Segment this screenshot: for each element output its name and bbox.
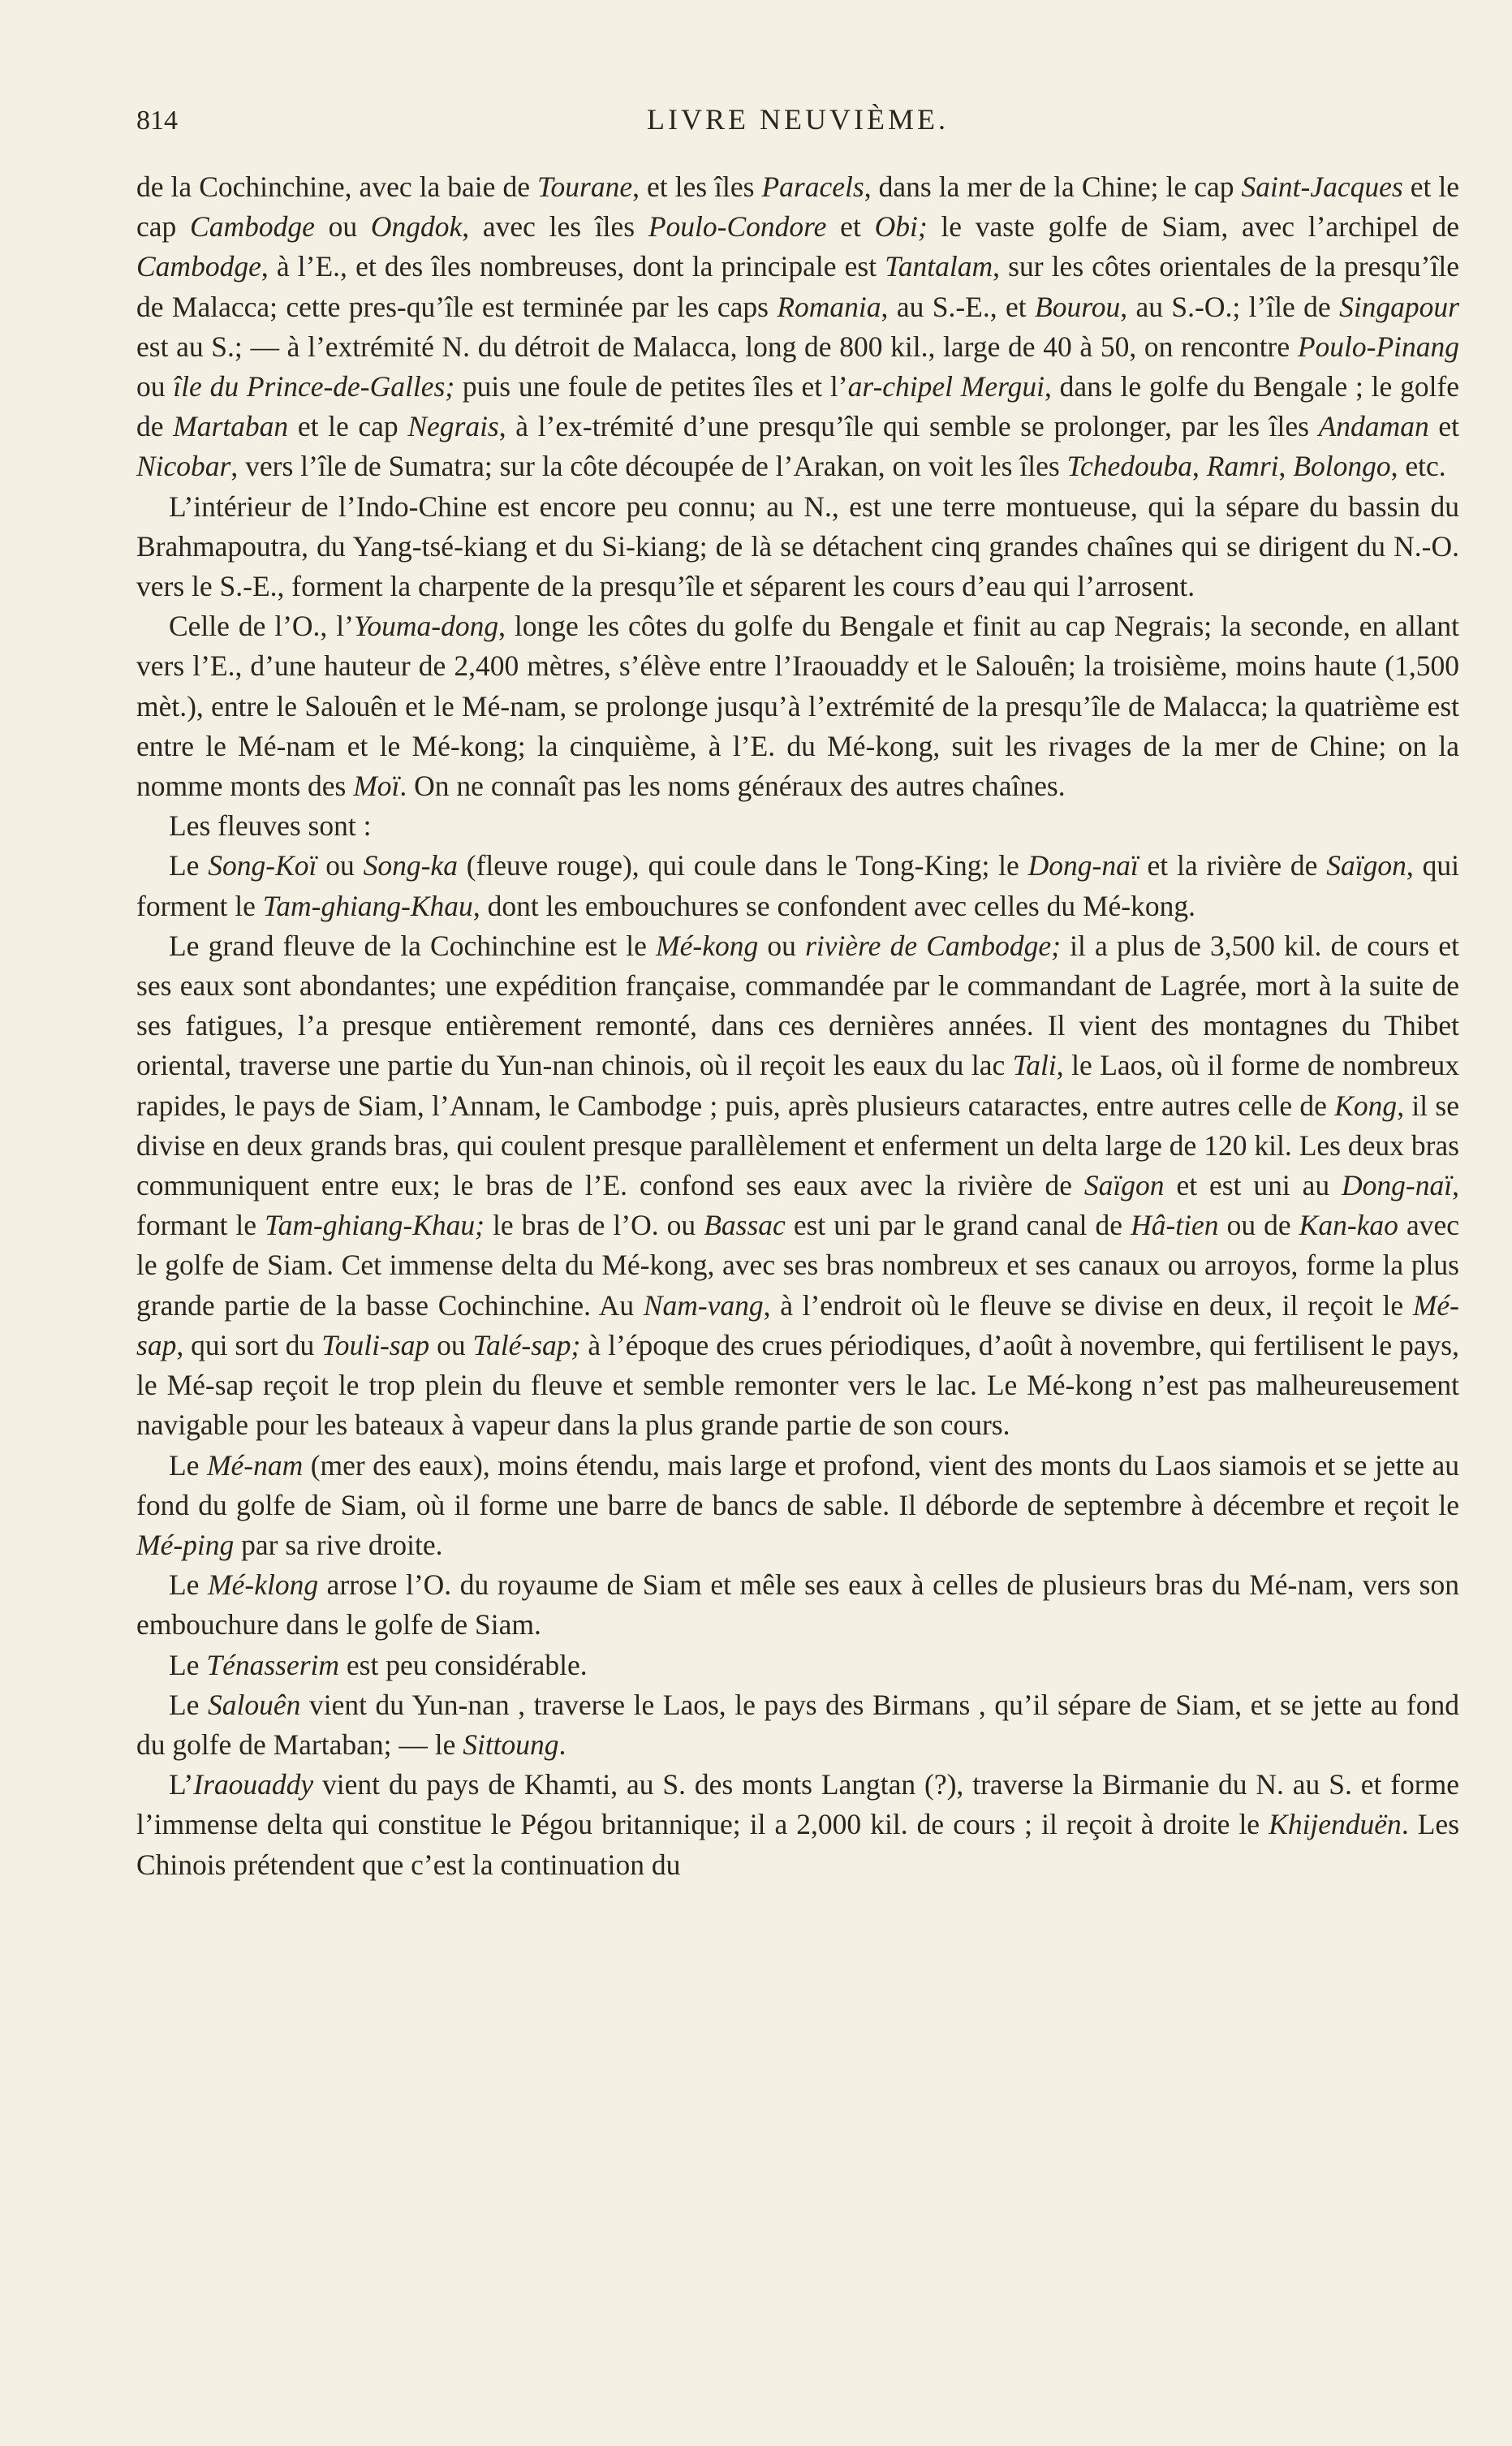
italic-term: Singapour	[1339, 290, 1459, 323]
text-run: ou	[758, 929, 806, 962]
text-run: de la Cochinchine, avec la baie de	[136, 170, 538, 203]
italic-term: Tchedouba	[1066, 450, 1193, 483]
text-run: L’	[169, 1768, 194, 1801]
text-run: , sur les côtes orientales de la presqu’île de Malacca; cette pres-qu’île est terminée par les caps	[136, 250, 1459, 323]
text-run: ou	[317, 849, 364, 882]
italic-term: Martaban	[173, 410, 289, 443]
text-run: , à l’E., et des îles nombreuses, dont la principale est	[261, 250, 885, 283]
paragraph	[136, 846, 1459, 925]
italic-term: Ténasserim	[206, 1648, 340, 1681]
italic-term: Mé-nam	[206, 1448, 304, 1482]
text-run: , dans le golfe du Bengale ; le golfe de	[136, 370, 1460, 443]
paragraph	[136, 1646, 1459, 1685]
italic-term: Nam-vang	[643, 1288, 764, 1322]
text-run: et	[1428, 410, 1459, 443]
italic-term: Andaman	[1318, 410, 1429, 443]
paragraph	[136, 487, 1459, 607]
italic-term: Song-Koï	[208, 849, 317, 882]
text-run: ,	[1278, 450, 1294, 483]
italic-term: Kan-kao	[1299, 1209, 1398, 1242]
italic-term: ar-chipel Mergui	[847, 370, 1045, 403]
italic-term: Saint-Jacques	[1241, 170, 1403, 203]
italic-term: Song-ka	[363, 849, 458, 882]
italic-term: Bassac	[704, 1209, 786, 1242]
text-run: , à l’ex-trémité d’une presqu’île qui semble se prolonger, par les îles	[498, 410, 1319, 443]
text-run: , au S.-O.; l’île de	[1120, 290, 1340, 323]
text-run: , qui sort du	[176, 1328, 322, 1361]
italic-term: Mé-ping	[136, 1528, 235, 1561]
italic-term: Moï	[353, 770, 400, 803]
italic-term: Salouên	[208, 1688, 301, 1721]
italic-term: Paracels	[761, 170, 864, 203]
text-run: , au S.-E., et	[881, 290, 1036, 323]
italic-term: Cambodge	[190, 210, 315, 244]
text-run: Le	[169, 849, 209, 882]
text-run: le vaste golfe de Siam, avec l’archipel de	[927, 210, 1460, 244]
text-run: (fleuve rouge), qui coule dans le Tong-King; le	[457, 849, 1028, 882]
text-run: Les fleuves sont :	[169, 809, 372, 843]
italic-term: Mé-klong	[208, 1568, 319, 1602]
text-run: le bras de l’O. ou	[484, 1209, 704, 1242]
italic-term: Nicobar	[136, 450, 231, 483]
text-run: Le grand fleuve de la Cochinchine est le	[169, 929, 657, 962]
text-run: , il se divise en deux grands bras, qui coulent presque parallèlement et enferment un delta large de 120 kil. Les deux bras communiquent entre eux; le bras de l’E. confond ses eaux avec la rivière de	[136, 1089, 1459, 1202]
paragraph	[136, 806, 1459, 846]
italic-term: Ongdok	[370, 210, 463, 244]
text-run: Le	[169, 1568, 209, 1602]
text-run: , le Laos, où il forme de nombreux rapides, le pays de Siam, l’Annam, le Cambodge ; puis, après plusieurs cataractes, entre autres celle de	[136, 1049, 1459, 1122]
italic-term: Youma-dong	[353, 610, 499, 643]
text-run: , et les îles	[632, 170, 762, 203]
text-run: , formant le	[136, 1169, 1459, 1242]
italic-term: Bolongo	[1293, 450, 1391, 483]
italic-term: rivière de Cambodge;	[805, 929, 1061, 962]
text-run: Le	[169, 1448, 207, 1482]
text-run: et	[826, 210, 875, 244]
running-title: LIVRE NEUVIÈME.	[647, 103, 949, 136]
text-run: et la rivière de	[1138, 849, 1327, 882]
paragraph	[136, 1765, 1459, 1885]
text-run: est peu considérable.	[339, 1648, 588, 1681]
italic-term: Poulo-Pinang	[1297, 330, 1459, 363]
text-run: Le	[169, 1648, 207, 1681]
paragraph	[136, 1446, 1459, 1566]
italic-term: Touli-sap	[321, 1328, 430, 1361]
text-run: , dont les embouchures se confondent avec celles du Mé-kong.	[472, 889, 1195, 922]
text-run: à l’époque des crues périodiques, d’août à novembre, qui fertilisent le pays, le Mé-sap reçoit le trop plein du fleuve et semble remonter vers le lac. Le Mé-kong n’est pas malheureusement navigable pour les bateaux à vapeur dans la plus grande partie de son cours.	[136, 1328, 1459, 1442]
paragraph	[136, 606, 1459, 806]
italic-term: Iraouaddy	[193, 1768, 314, 1801]
italic-term: Saïgon	[1326, 849, 1406, 882]
italic-term: Mé-kong	[656, 929, 759, 962]
text-run: Celle de l’O., l’	[169, 610, 354, 643]
text-run: , avec les îles	[462, 210, 648, 244]
paragraph	[136, 167, 1459, 487]
body-text	[136, 167, 1459, 1885]
text-run: et le cap	[288, 410, 408, 443]
italic-term: Sittoung	[463, 1728, 559, 1761]
text-run: . On ne connaît pas les noms généraux des autres chaînes.	[399, 770, 1066, 803]
text-run: (mer des eaux), moins étendu, mais large et profond, vient des monts du Laos siamois et se jette au fond du golfe de Siam, où il forme une barre de bancs de sable. Il déborde de septembre à décembre et reçoit le	[136, 1448, 1459, 1521]
text-run: et est uni au	[1164, 1169, 1342, 1202]
text-run: puis une foule de petites îles et l’	[454, 370, 848, 403]
italic-term: Hâ-tien	[1131, 1209, 1219, 1242]
text-run: vient du Yun-nan , traverse le Laos, le pays des Birmans , qu’il sépare de Siam, et se jette au fond du golfe de Martaban; — le	[136, 1688, 1459, 1761]
text-run: ou de	[1218, 1209, 1299, 1242]
italic-term: Negrais	[407, 410, 499, 443]
text-run: arrose l’O. du royaume de Siam et mêle ses eaux à celles de plusieurs bras du Mé-nam, vers son embouchure dans le golfe de Siam.	[136, 1568, 1459, 1641]
italic-term: Dong-naï	[1342, 1169, 1453, 1202]
italic-term: Tali	[1012, 1049, 1057, 1082]
text-run: , vers l’île de Sumatra; sur la côte découpée de l’Arakan, on voit les îles	[230, 450, 1067, 483]
italic-term: Cambodge	[136, 250, 261, 283]
page-header	[136, 96, 1459, 145]
italic-term: Ramri	[1206, 450, 1279, 483]
text-run: il a plus de 3,500 kil. de cours et ses eaux sont abondantes; une expédition française, commandée par le commandant de Lagrée, mort à la suite de ses fatigues, l’a presque entièrement remonté, dans ces dernières années. Il vient des montagnes du Thibet oriental, traverse une partie du Yun-nan chinois, où il reçoit les eaux du lac	[136, 929, 1459, 1082]
paragraph	[136, 1565, 1459, 1645]
text-run: et le cap	[136, 170, 1459, 244]
italic-term: Dong-naï	[1027, 849, 1139, 882]
italic-term: Tantalam	[885, 250, 993, 283]
italic-term: Kong	[1334, 1089, 1398, 1122]
italic-term: Talé-sap;	[472, 1328, 581, 1361]
text-run: avec le golfe de Siam. Cet immense delta du Mé-kong, avec ses bras nombreux et ses canaux ou arroyos, forme la plus grande partie de la basse Cochinchine. Au	[136, 1209, 1459, 1322]
italic-term: Tourane	[537, 170, 633, 203]
italic-term: Saïgon	[1083, 1169, 1165, 1202]
text-run: est uni par le grand canal de	[785, 1209, 1131, 1242]
italic-term: Mé-sap	[136, 1288, 1459, 1361]
paragraph	[136, 926, 1459, 1446]
text-run: , à l’endroit où le fleuve se divise en deux, il reçoit le	[763, 1288, 1413, 1322]
text-run: vient du pays de Khamti, au S. des monts Langtan (?), traverse la Birmanie du N. au S. et forme l’immense delta qui constitue le Pégou britannique; il a 2,000 kil. de cours ; il reçoit à droite le	[136, 1768, 1459, 1841]
text-run: , etc.	[1390, 450, 1446, 483]
book-page	[136, 96, 1459, 1885]
text-run: ,	[1192, 450, 1207, 483]
text-run: , qui forment le	[136, 849, 1460, 922]
page-number: 814	[136, 106, 178, 136]
italic-term: Romania	[777, 290, 881, 323]
italic-term: Obi;	[874, 210, 928, 244]
text-run: ou	[314, 210, 371, 244]
text-run: . Les Chinois prétendent que c’est la continuation du	[136, 1808, 1460, 1881]
italic-term: Khijenduën	[1269, 1808, 1402, 1841]
italic-term: Bourou	[1035, 290, 1121, 323]
italic-term: Poulo-Condore	[648, 210, 827, 244]
text-run: Le	[169, 1688, 209, 1721]
text-run: , dans la mer de la Chine; le cap	[864, 170, 1242, 203]
text-run: par sa rive droite.	[234, 1528, 443, 1561]
text-run: , longe les côtes du golfe du Bengale et finit au cap Negrais; la seconde, en allant vers l’E., d’une hauteur de 2,400 mètres, s’élève entre l’Iraouaddy et le Salouên; la troisième, moins haute (1,500 mèt.), entre le Salouên et le Mé-nam, se prolonge jusqu’à l’extrémité de la presqu’île de Malacca; la quatrième est entre le Mé-nam et le Mé-kong; la cinquième, à l’E. du Mé-kong, suit les rivages de la mer de Chine; on la nomme monts des	[136, 610, 1459, 803]
text-run: ou	[136, 370, 174, 403]
italic-term: Tam-ghiang-Khau;	[265, 1209, 485, 1242]
italic-term: île du Prince-de-Galles;	[173, 370, 455, 403]
text-run: est au S.; — à l’extrémité N. du détroit de Malacca, long de 800 kil., large de 40 à 50, on rencontre	[136, 330, 1298, 363]
text-run: .	[558, 1728, 566, 1761]
text-run: ou	[429, 1328, 473, 1361]
text-run: L’intérieur de l’Indo-Chine est encore peu connu; au N., est une terre montueuse, qui la sépare du bassin du Brahmapoutra, du Yang-tsé-kiang et du Si-kiang; de là se détachent cinq grandes chaînes qui se dirigent du N.-O. vers le S.-E., forment la charpente de la presqu’île et séparent les cours d’eau qui l’arrosent.	[136, 490, 1459, 603]
italic-term: Tam-ghiang-Khau	[262, 889, 473, 922]
paragraph	[136, 1685, 1459, 1765]
